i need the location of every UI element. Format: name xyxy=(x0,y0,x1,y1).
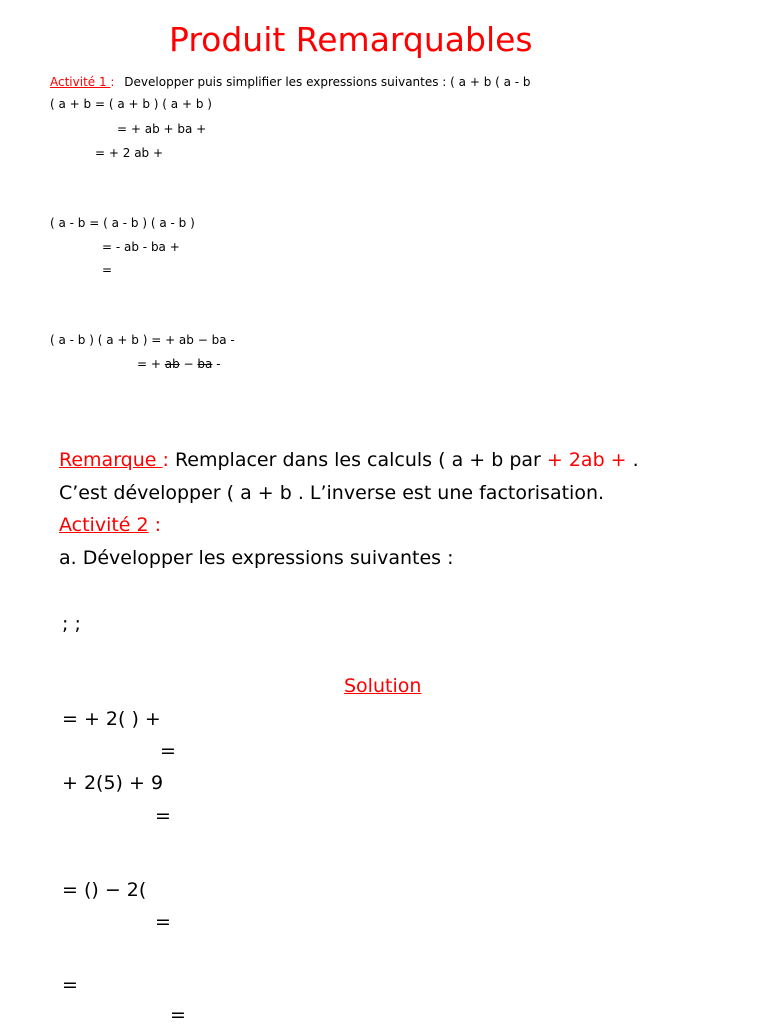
activity-2-colon: : xyxy=(148,514,162,536)
solution-line-6: = xyxy=(155,911,171,933)
activity-1-instruction: Developper puis simplifier les expressions suivantes : ( a + b ( a - b xyxy=(124,75,531,89)
activity-2-heading xyxy=(59,514,161,536)
block1-line3: = + 2 ab + xyxy=(95,146,164,160)
block2-line3: = xyxy=(102,263,113,277)
remark-line1 xyxy=(59,449,639,471)
activity-2-item-a: a. Développer les expressions suivantes : xyxy=(59,547,454,569)
remark-highlight: + 2ab + xyxy=(546,449,633,471)
block3-line2 xyxy=(137,357,221,371)
block2-line1: ( a - b = ( a - b ) ( a - b ) xyxy=(50,216,195,230)
activity-1-colon: : xyxy=(110,75,115,89)
block3-strike-ab: ab xyxy=(164,357,180,371)
remark-label: Remarque xyxy=(59,449,163,471)
block3-line2-suffix: - xyxy=(212,357,221,371)
activity-1-label: Activité 1 xyxy=(50,75,111,89)
remark-end: . xyxy=(632,449,639,471)
solution-line-1: = + 2( ) + xyxy=(62,708,161,730)
block2-line2: = - ab - ba + xyxy=(102,240,180,254)
solution-line-5: = () − 2( xyxy=(62,879,147,901)
activity-1-heading xyxy=(50,75,531,89)
block1-line2: = + ab + ba + xyxy=(117,122,207,136)
remark-colon: : xyxy=(162,449,169,471)
block3-line2-prefix: = + xyxy=(137,357,165,371)
block3-strike-ba: ba xyxy=(197,357,213,371)
solution-line-2: = xyxy=(160,740,176,762)
block1-line1: ( a + b = ( a + b ) ( a + b ) xyxy=(50,97,212,111)
block3-line1: ( a - b ) ( a + b ) = + ab − ba - xyxy=(50,333,235,347)
activity-2-expressions: ; ; xyxy=(62,613,81,635)
solution-line-3: + 2(5) + 9 xyxy=(62,772,164,794)
solution-line-4: = xyxy=(155,805,171,827)
solution-line-7: = xyxy=(62,974,78,996)
remark-line2: C’est développer ( a + b . L’inverse est une factorisation. xyxy=(59,482,605,504)
remark-text: Remplacer dans les calculs ( a + b par xyxy=(168,449,547,471)
solution-heading: Solution xyxy=(344,675,422,697)
solution-line-8: = xyxy=(170,1004,186,1026)
activity-2-label: Activité 2 xyxy=(59,514,149,536)
block3-line2-sep: − xyxy=(179,357,198,371)
page-title: Produit Remarquables xyxy=(169,20,533,59)
